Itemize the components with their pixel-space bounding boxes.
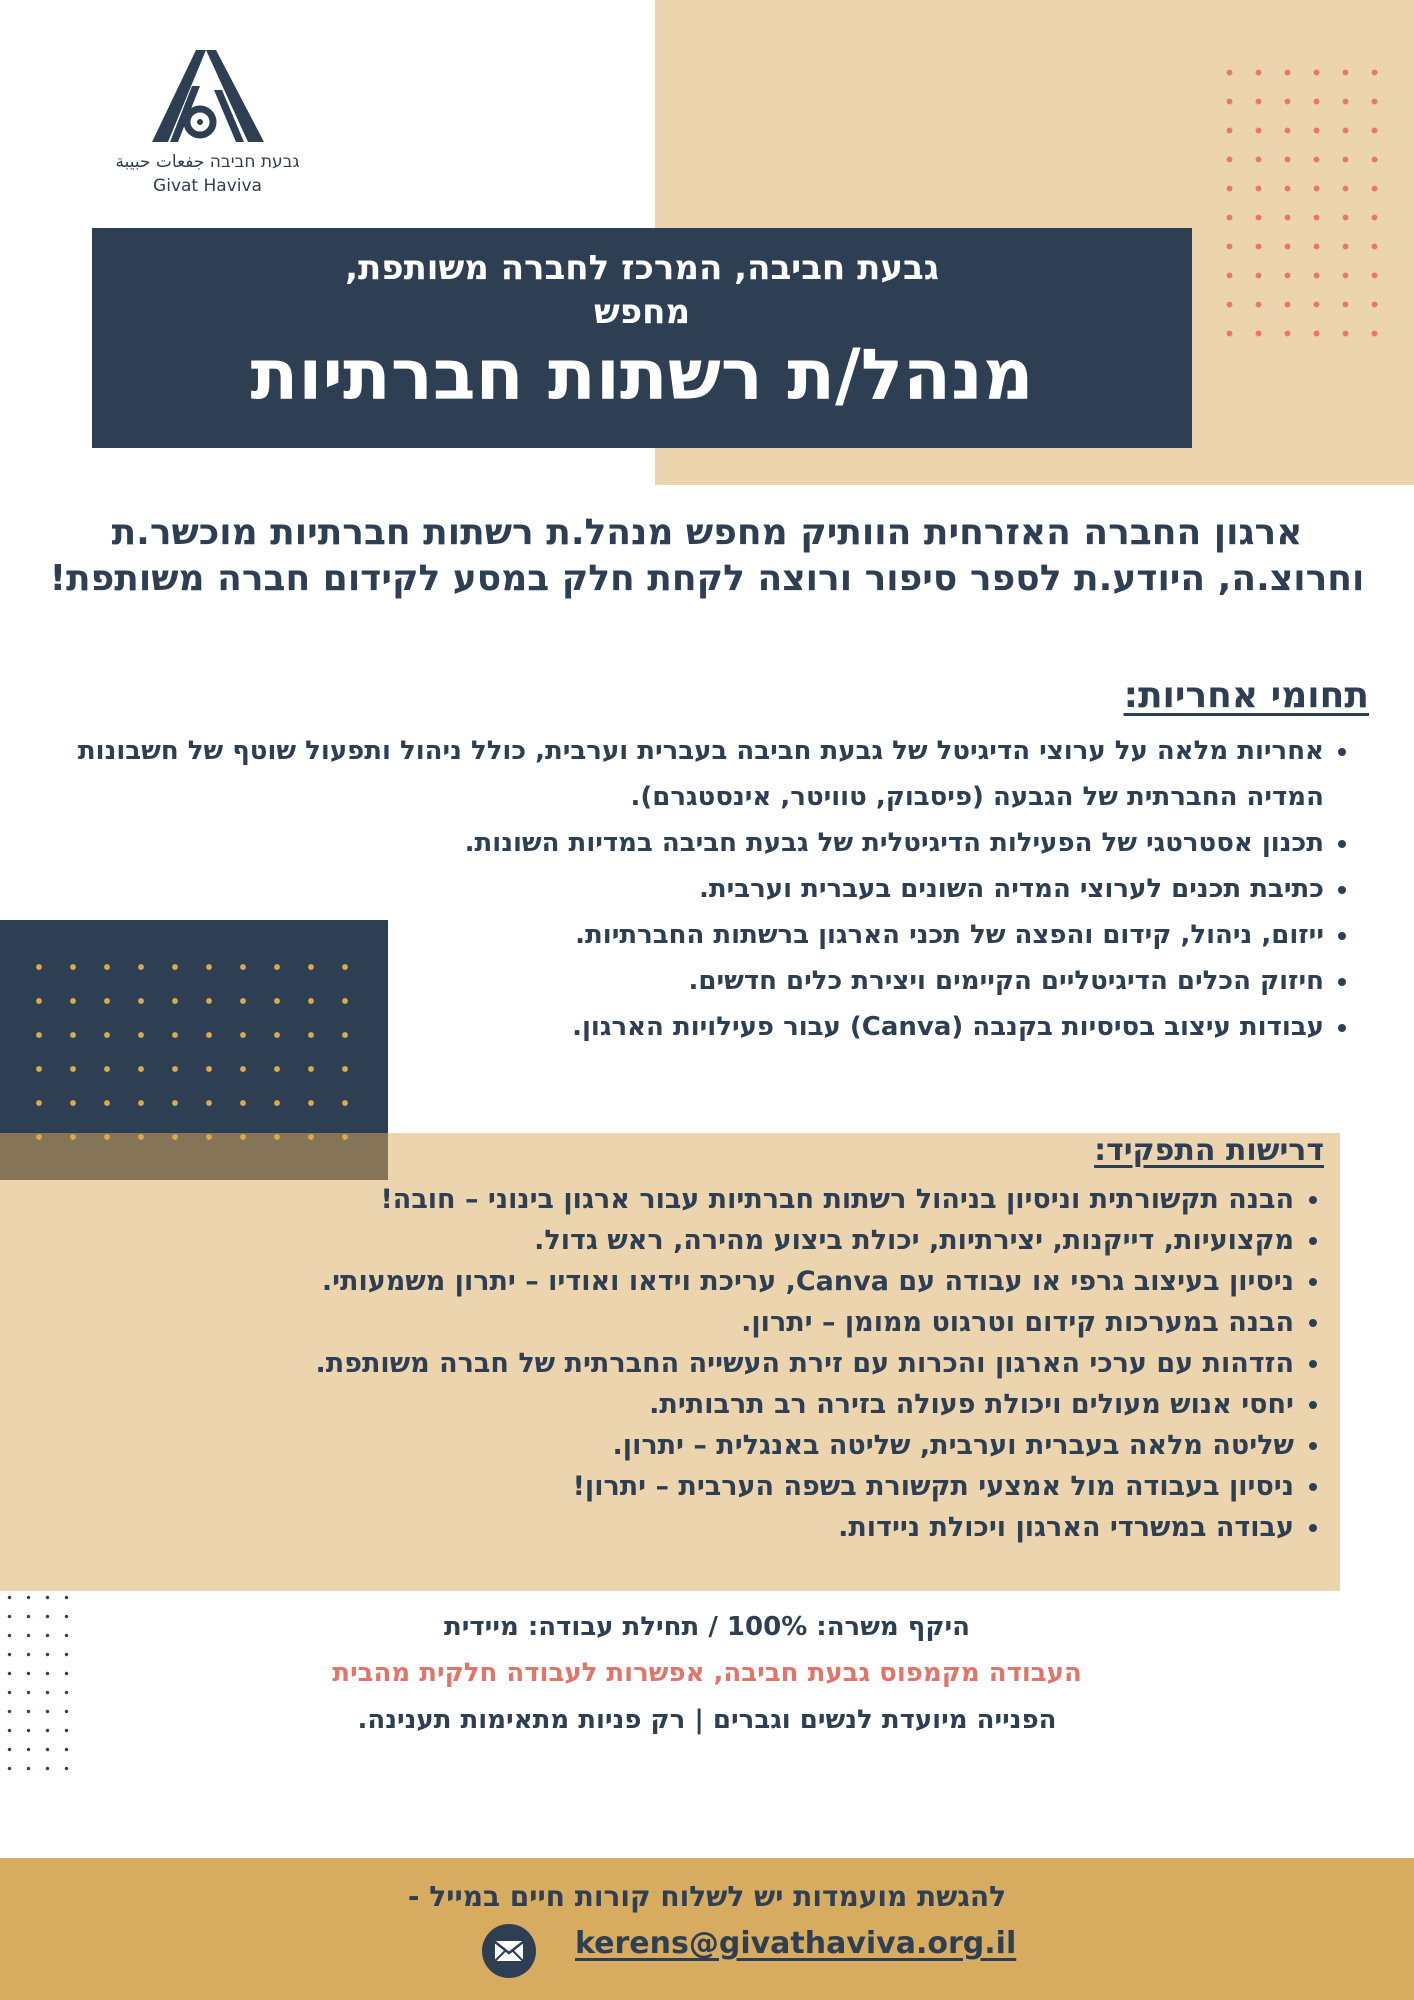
list-item: • תכנון אסטרטגי של הפעילות הדיגיטלית של גבעת חביבה במדיות השונות. [24,820,1324,866]
list-item: • ייזום, ניהול, קידום והפצה של תכני הארגון ברשתות החברתיות. [24,912,1324,958]
list-item: • שליטה מלאה בעברית וערבית, שליטה באנגלית – יתרון. [94,1425,1294,1466]
requirements-heading: דרישות התפקיד: [1094,1133,1324,1168]
list-item: • הבנה במערכות קידום וטרגוט ממומן – יתרון. [94,1302,1294,1343]
job-title: מנהל/ת רשתות חברתיות [250,334,1034,416]
logo [100,50,315,220]
list-item: • עבודות עיצוב בסיסיות בקנבה (Canva) עבור פעילויות הארגון. [24,1004,1324,1050]
list-item: • מקצועיות, דייקנות, יצירתיות, יכולת ביצוע מהירה, ראש גדול. [94,1220,1294,1261]
application-note-text: הפנייה מיועדת לנשים וגברים | רק פניות מתאימות תענינה. [357,1705,1057,1735]
intro-paragraph [30,510,1384,602]
intro-line-1: ארגון החברה האזרחית הוותיק מחפש מנהל.ת רשתות חברתיות מוכשר.ת [111,512,1303,553]
banner-line-2: מחפש [593,292,691,332]
list-item: • כתיבת תכנים לערוצי המדיה השונים בעברית וערבית. [24,866,1324,912]
title-banner [92,228,1192,448]
email-link[interactable]: kerens@givathaviva.org.il [575,1926,1017,1961]
logo-mark-icon [148,50,268,142]
list-item: • הזדהות עם ערכי הארגון והכרות עם זירת העשייה החברתית של חברה משותפת. [94,1343,1294,1384]
logo-name-he-ar: גבעת חביבה جفعات حبيبة [115,152,300,172]
envelope-icon [482,1924,536,1978]
intro-line-2: וחרוצ.ה, היודע.ת לספר סיפור ורוצה לקחת חלק במסע לקידום חברה משותפת! [49,558,1365,599]
list-item: • ניסיון בעבודה מול אמצעי תקשורת בשפה הערבית – יתרון! [94,1466,1294,1507]
list-item: • ניסיון בעיצוב גרפי או עבודה עם Canva, עריכת וידאו ואודיו – יתרון משמעותי. [94,1261,1294,1302]
contact-instructions: להגשת מועמדות יש לשלוח קורות חיים במייל - [407,1880,1007,1913]
banner-line-1: גבעת חביבה, המרכז לחברה משותפת, [345,248,939,288]
job-scope-text: היקף משרה: 100% / תחילת עבודה: מיידית [443,1612,971,1642]
responsibilities-list [24,728,1354,1050]
list-item: • הבנה תקשורתית וניסיון בניהול רשתות חברתיות עבור ארגון בינוני – חובה! [94,1179,1294,1220]
work-location-text: העבודה מקמפוס גבעת חביבה, אפשרות לעבודה חלקית מהבית [332,1658,1082,1688]
list-item: • אחריות מלאה על ערוצי הדיגיטל של גבעת חביבה בעברית וערבית, כולל ניהול ותפעול שוטף של חשבונות המדיה החברתית של הגבעה (פיסבוק, טוויטר, אינסטגרם). [24,728,1324,820]
requirements-list [94,1179,1324,1548]
responsibilities-heading: תחומי אחריות: [1123,675,1369,716]
coral-dot-pattern [1215,58,1390,358]
logo-name-en: Givat Haviva [153,176,262,196]
list-item: • עבודה במשרדי הארגון ויכולת ניידות. [94,1507,1294,1548]
list-item: • חיזוק הכלים הדיגיטליים הקיימים ויצירת כלים חדשים. [24,958,1324,1004]
list-item: • יחסי אנוש מעולים ויכולת פעולה בזירה רב תרבותית. [94,1384,1294,1425]
